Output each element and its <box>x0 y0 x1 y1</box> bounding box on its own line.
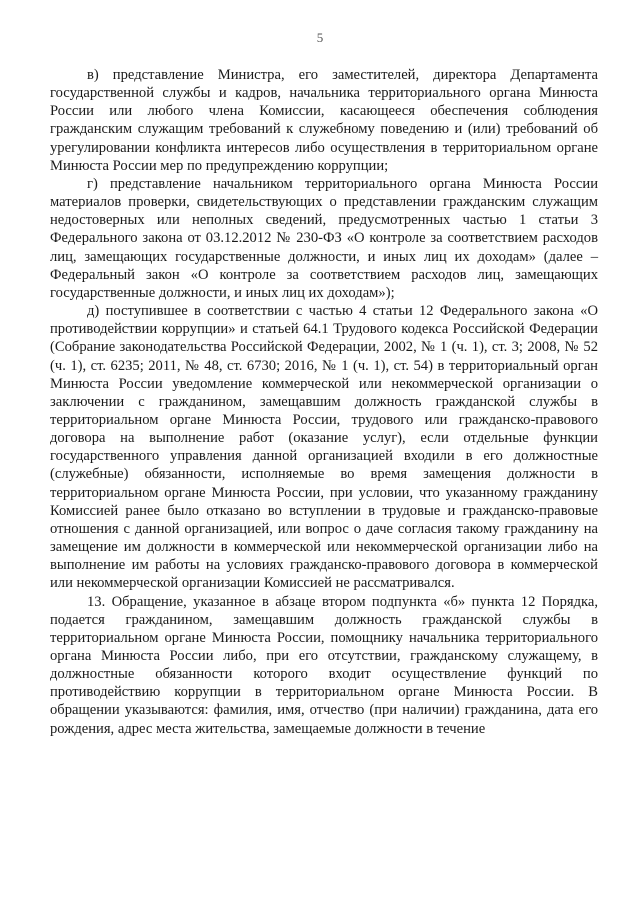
paragraph-d-organization-notice: д) поступившее в соответствии с частью 4 статьи 12 Федерального закона «О противодействии коррупции» и статьей 64.1 Трудового кодекса Российской Федерации (Собрание законодательства Российской Федерации, 2002, № 1 (ч. 1), ст. 3; 2008, № 52 (ч. 1), ст. 6235; 2011, № 48, ст. 6730; 2016, № 1 (ч. 1), ст. 54) в территориальный орган Минюста России уведомление коммерческой или некоммерческой организации о заключении с гражданином, замещавшим должность гражданской службы в территориальном органе Минюста России, трудового или гражданско-правового договора на выполнение работ (оказание услуг), если отдельные функции государственного управления данной организацией входили в его должностные (служебные) обязанности, исполняемые во время замещения должности в территориальном органе Минюста России, при условии, что указанному гражданину Комиссией ранее было отказано во вступлении в трудовые и гражданско-правовые отношения с данной организацией, или вопрос о даче согласия такому гражданину на замещение им должности в коммерческой или некоммерческой организации либо на выполнение им работы на условиях гражданско-правового договора в коммерческой или некоммерческой организации Комиссией не рассматривался. <box>50 303 598 592</box>
paragraph-v-ministerial-submission: в) представление Министра, его заместителей, директора Департамента государственной службы и кадров, начальника территориального органа Минюста России или любого члена Комиссии, касающееся обеспечения соблюдения гражданским служащим требований к служебному поведению и (или) требований об урегулировании конфликта интересов либо осуществления в территориальном органе Минюста России мер по предупреждению коррупции; <box>50 67 598 174</box>
page-number: 5 <box>316 30 324 45</box>
document-body <box>50 66 598 738</box>
paragraph-g-inspection-materials: г) представление начальником территориального органа Минюста России материалов проверки, свидетельствующих о представлении гражданским служащим недостоверных или неполных сведений, предусмотренных частью 1 статьи 3 Федерального закона от 03.12.2012 № 230-ФЗ «О контроле за соответствием расходов лиц, замещающих государственные должности, и иных лиц их доходам» (далее – Федеральный закон «О контроле за соответствием расходов лиц, замещающих государственные должности, и иных лиц их доходам»); <box>50 175 598 301</box>
paragraph-13-appeal: 13. Обращение, указанное в абзаце втором подпункта «б» пункта 12 Порядка, подается гражданином, замещавшим должность гражданской службы в территориальном органе Минюста России, помощнику начальника территориального органа Минюста России либо, при его отсутствии, гражданскому служащему, в должностные обязанности которого входит осуществление функций по противодействию коррупции в территориальном органе Минюста России. В обращении указываются: фамилия, имя, отчество (при наличии) гражданина, дата его рождения, адрес места жительства, замещаемые должности в течение <box>50 593 598 737</box>
